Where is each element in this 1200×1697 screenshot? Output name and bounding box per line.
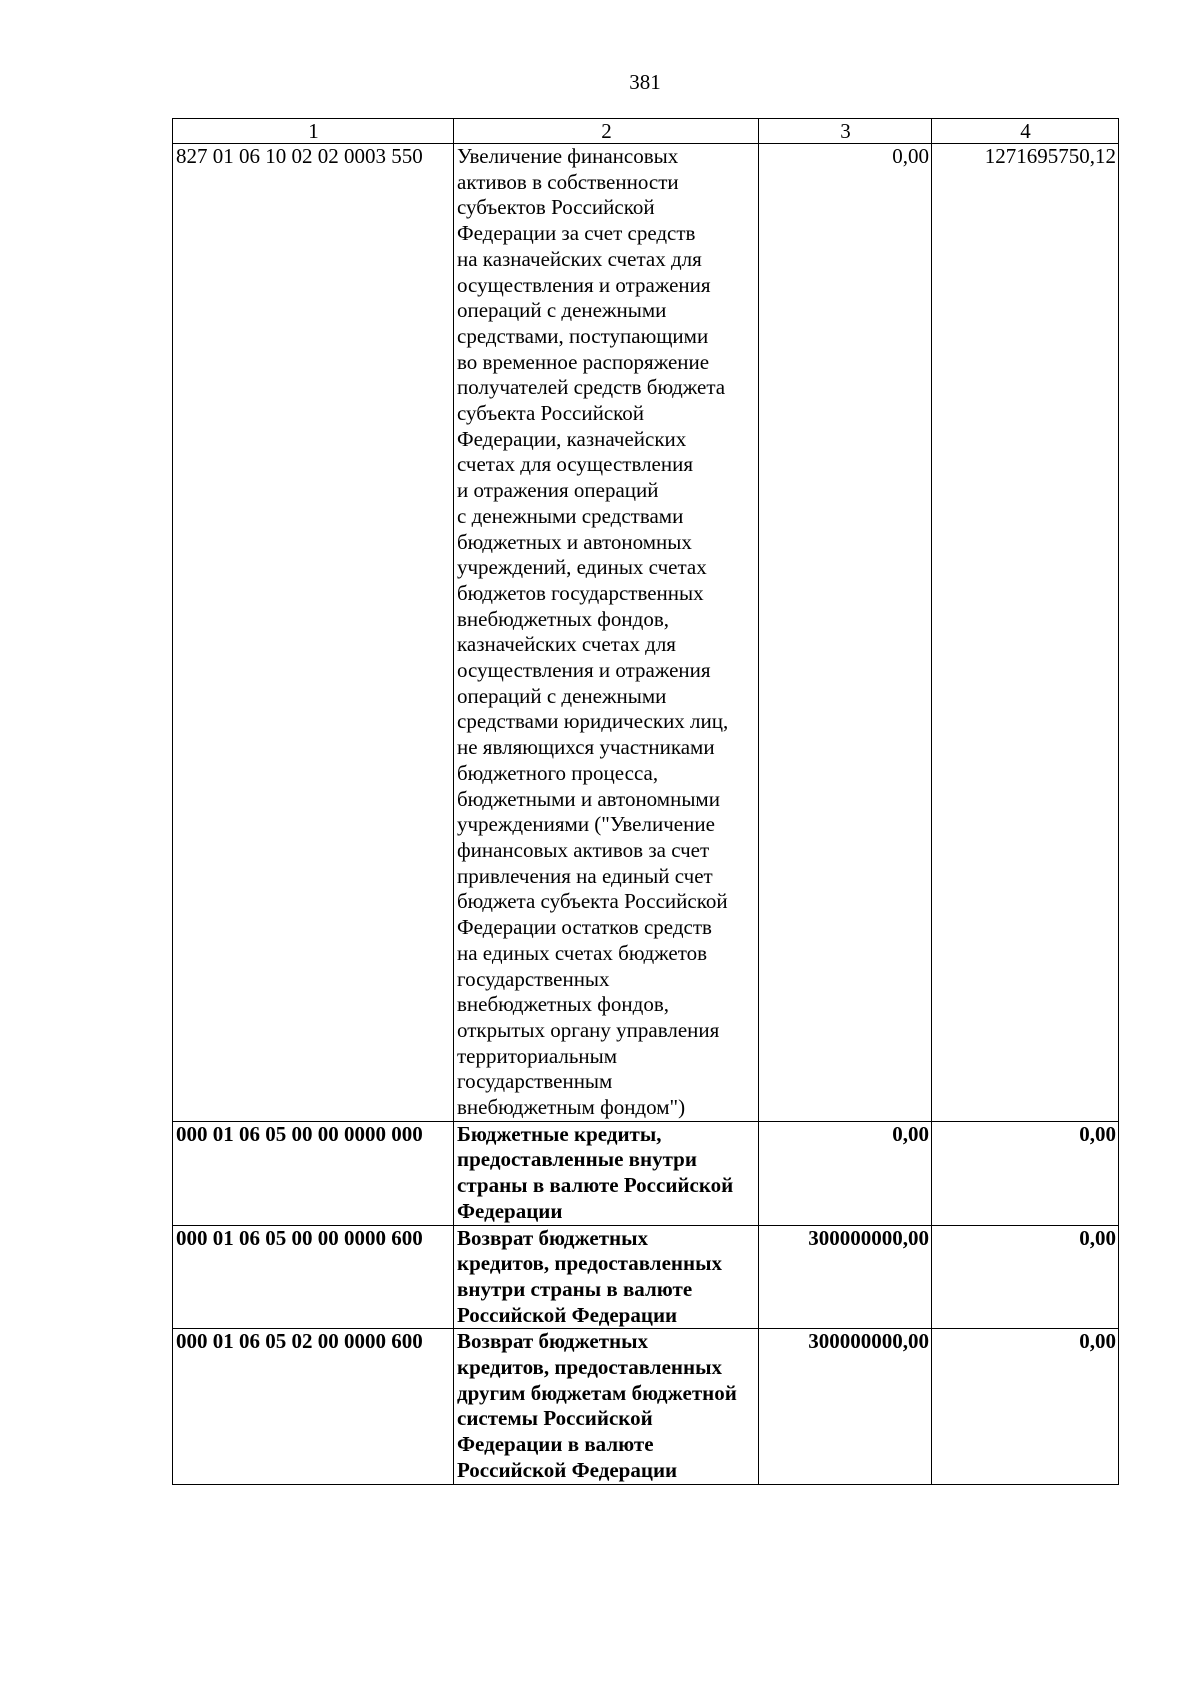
description-line: операций с денежными xyxy=(457,683,667,708)
column-number-header: 2 xyxy=(454,119,759,144)
table-body xyxy=(173,119,1119,1485)
description-line: осуществления и отражения xyxy=(457,272,711,297)
description-line: внебюджетных фондов, xyxy=(457,992,669,1017)
description-line: Федерации, казначейских xyxy=(457,426,687,451)
description-line: Российской Федерации xyxy=(457,1302,678,1327)
description-line: внебюджетных фондов, xyxy=(457,606,669,631)
description-line: счетах для осуществления xyxy=(457,452,694,477)
description-line: с денежными средствами xyxy=(457,503,684,528)
description-line: казначейских счетах для xyxy=(457,632,676,657)
description-line: осуществления и отражения xyxy=(457,658,711,683)
description-line: на единых счетах бюджетов xyxy=(457,940,708,965)
description-line: учреждениями ("Увеличение xyxy=(457,812,715,837)
description-line: государственным xyxy=(457,1069,613,1094)
description-line: субъекта Российской xyxy=(457,401,645,426)
description-line: бюджета субъекта Российской xyxy=(457,889,728,914)
budget-classification-code: 000 01 06 05 02 00 0000 600 xyxy=(173,1329,454,1484)
amount-column-3: 0,00 xyxy=(759,144,932,1122)
amount-column-4: 1271695750,12 xyxy=(932,144,1119,1122)
description-line: на казначейских счетах для xyxy=(457,246,702,271)
page-number: 381 xyxy=(629,70,661,94)
description-line: страны в валюте Российской xyxy=(457,1173,734,1198)
table-row xyxy=(173,1329,1119,1484)
amount-column-3: 300000000,00 xyxy=(759,1329,932,1484)
amount-column-4: 0,00 xyxy=(932,1225,1119,1329)
description-line: активов в собственности xyxy=(457,169,679,194)
description-line: получателей средств бюджета xyxy=(457,375,726,400)
amount-column-4: 0,00 xyxy=(932,1121,1119,1225)
amount-column-4: 0,00 xyxy=(932,1329,1119,1484)
description-line: государственных xyxy=(457,966,610,991)
description-line: Федерации за счет средств xyxy=(457,221,696,246)
budget-classification-code: 000 01 06 05 00 00 0000 000 xyxy=(173,1121,454,1225)
source-description xyxy=(454,1225,759,1329)
amount-column-3: 300000000,00 xyxy=(759,1225,932,1329)
description-line: территориальным xyxy=(457,1043,618,1068)
description-line: во временное распоряжение xyxy=(457,349,710,374)
description-line: системы Российской xyxy=(457,1406,653,1431)
description-line: Бюджетные кредиты, xyxy=(457,1121,662,1146)
budget-sources-table xyxy=(172,118,1119,1485)
description-line: Российской Федерации xyxy=(457,1457,678,1482)
table-row xyxy=(173,144,1119,1122)
description-line: привлечения на единый счет xyxy=(457,863,713,888)
source-description xyxy=(454,1121,759,1225)
description-line: Возврат бюджетных xyxy=(457,1225,649,1250)
description-line: внебюджетным фондом") xyxy=(457,1095,686,1120)
description-line: кредитов, предоставленных xyxy=(457,1251,723,1276)
description-line: средствами, поступающими xyxy=(457,323,709,348)
description-line: бюджетов государственных xyxy=(457,580,704,605)
description-line: бюджетного процесса, xyxy=(457,760,659,785)
description-line: Возврат бюджетных xyxy=(457,1329,649,1354)
column-number-header: 4 xyxy=(932,119,1119,144)
description-line: бюджетных и автономных xyxy=(457,529,692,554)
description-line: операций с денежными xyxy=(457,298,667,323)
description-line: субъектов Российской xyxy=(457,195,655,220)
source-description xyxy=(454,1329,759,1484)
description-line: кредитов, предоставленных xyxy=(457,1355,723,1380)
table-row xyxy=(173,1121,1119,1225)
description-line: средствами юридических лиц, xyxy=(457,709,729,734)
source-description xyxy=(454,144,759,1122)
amount-column-3: 0,00 xyxy=(759,1121,932,1225)
column-number-header: 3 xyxy=(759,119,932,144)
description-line: Федерации остатков средств xyxy=(457,915,712,940)
budget-classification-code: 827 01 06 10 02 02 0003 550 xyxy=(173,144,454,1122)
description-line: финансовых активов за счет xyxy=(457,837,710,862)
column-number-header: 1 xyxy=(173,119,454,144)
description-line: Федерации в валюте xyxy=(457,1432,654,1457)
description-line: другим бюджетам бюджетной xyxy=(457,1380,737,1405)
description-line: Федерации xyxy=(457,1198,563,1223)
budget-classification-code: 000 01 06 05 00 00 0000 600 xyxy=(173,1225,454,1329)
description-line: и отражения операций xyxy=(457,478,659,503)
description-line: бюджетными и автономными xyxy=(457,786,720,811)
column-number-header-row xyxy=(173,119,1119,144)
description-line: открытых органу управления xyxy=(457,1017,720,1042)
description-line: учреждений, единых счетах xyxy=(457,555,707,580)
description-line: внутри страны в валюте xyxy=(457,1276,693,1301)
description-line: Увеличение финансовых xyxy=(457,144,679,168)
description-line: предоставленные внутри xyxy=(457,1147,697,1172)
table-row xyxy=(173,1225,1119,1329)
description-line: не являющихся участниками xyxy=(457,735,715,760)
